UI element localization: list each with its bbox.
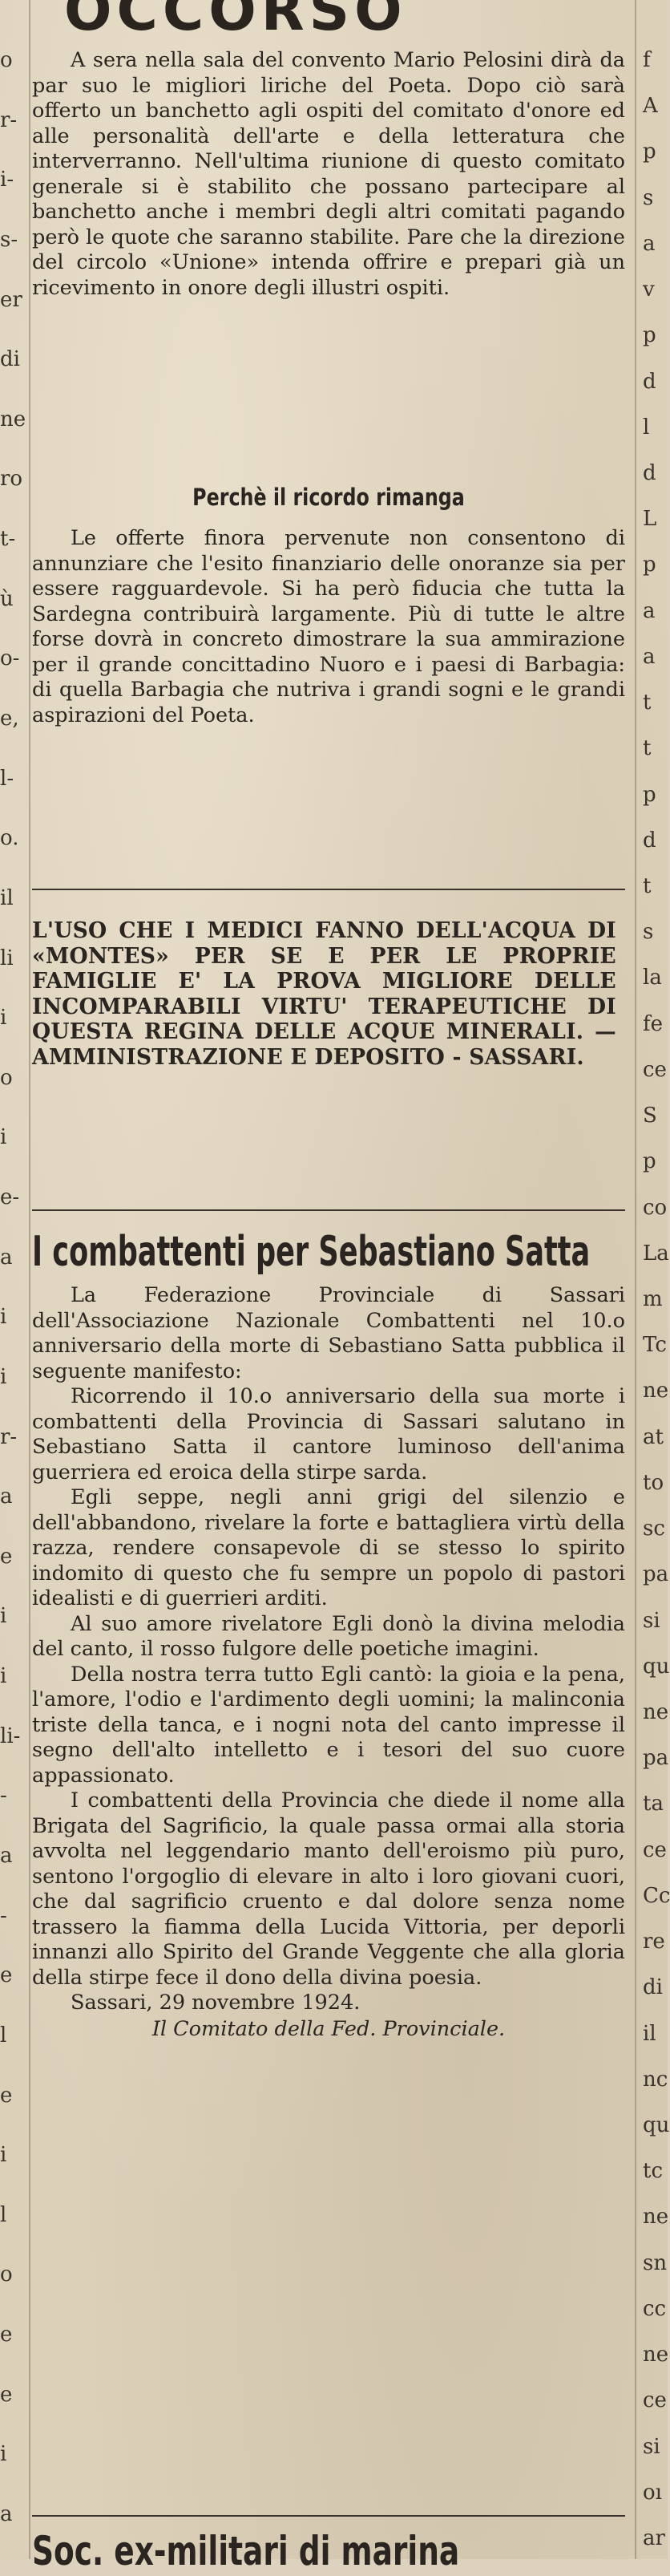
margin-fragment: ro bbox=[0, 467, 23, 491]
margin-fragment: o bbox=[0, 48, 13, 72]
left-column-fragments bbox=[0, 0, 27, 2559]
margin-fragment: il bbox=[643, 2022, 656, 2046]
margin-fragment: er bbox=[0, 288, 22, 312]
margin-fragment: ne bbox=[0, 407, 26, 431]
margin-fragment: v bbox=[643, 277, 655, 302]
margin-fragment: ne bbox=[643, 2205, 669, 2229]
margin-fragment: oı bbox=[643, 2481, 662, 2505]
margin-fragment: i bbox=[0, 1305, 7, 1329]
margin-fragment: sc bbox=[643, 1517, 665, 1541]
margin-fragment: ù bbox=[0, 587, 14, 611]
intro-paragraph: A sera nella sala del convento Mario Pelosini dirà da par suo le migliori liriche del Poeta. Dopo ciò sarà offerto un banchetto agli ospiti del comitato d'onore ed alle personalità dell'arte e della letteratura che interverranno. Nell'ultima riunione di questo comitato generale si è stabilito che possano partecipare al banchetto anche i membri degli altri comitati pagando però le quote che saranno stabilite. Pare che la direzione del circolo «Unione» intenda offrire e prepari già un ricevimento in onore degli illustri ospiti. bbox=[32, 48, 625, 300]
margin-fragment: li- bbox=[0, 1724, 21, 1748]
paragraph-6: I combattenti della Provincia che diede il nome alla Brigata del Sagrificio, la quale passa ormai alla storia avvolta nel leggendario manto dell'eroismo più puro, sentono l'orgoglio di elevare in alto i loro giovani cuori, che dal sagrificio cruento e dal dolore senza nome trassero la fiamma della Lucida Vittoria, per deporli innanzi allo Spirito del Grande Veggente che alla gloria della stirpe fece il dono della divina poesia. bbox=[32, 1788, 625, 1990]
margin-fragment: e bbox=[0, 1545, 13, 1569]
margin-fragment: Cc bbox=[643, 1884, 670, 1908]
margin-fragment: t- bbox=[0, 527, 16, 551]
dateline: Sassari, 29 novembre 1924. bbox=[71, 1991, 361, 2015]
margin-fragment: Tc bbox=[643, 1333, 667, 1357]
margin-fragment: ne bbox=[643, 2343, 669, 2367]
margin-fragment: ar bbox=[643, 2526, 665, 2550]
margin-fragment: i bbox=[0, 1604, 7, 1628]
margin-fragment: sn bbox=[643, 2251, 668, 2275]
margin-fragment: i bbox=[0, 2143, 7, 2167]
masthead-fragment bbox=[64, 0, 625, 10]
margin-fragment: a bbox=[643, 232, 656, 256]
margin-fragment: cc bbox=[643, 2297, 667, 2321]
margin-fragment: i bbox=[0, 1125, 7, 1149]
margin-fragment: s bbox=[643, 186, 654, 210]
margin-fragment: o. bbox=[0, 826, 19, 850]
margin-fragment: l bbox=[643, 415, 650, 439]
margin-fragment: ce bbox=[643, 1838, 667, 1862]
margin-fragment: A bbox=[643, 94, 658, 118]
margin-fragment: e bbox=[0, 2084, 13, 2108]
margin-fragment: a bbox=[643, 645, 656, 669]
margin-fragment: e bbox=[0, 2383, 13, 2407]
margin-fragment: o- bbox=[0, 646, 20, 670]
margin-fragment: d bbox=[643, 828, 656, 853]
margin-fragment: tc bbox=[643, 2159, 664, 2183]
margin-fragment: a bbox=[0, 1844, 13, 1868]
margin-fragment: s bbox=[643, 920, 654, 944]
margin-fragment: a bbox=[0, 1245, 13, 1270]
margin-fragment: pa bbox=[643, 1562, 669, 1586]
divider-rule-2 bbox=[32, 1209, 625, 1211]
margin-fragment: si bbox=[643, 1609, 660, 1633]
next-headline: Soc. ex-militari di marina bbox=[32, 2528, 460, 2574]
signature: Il Comitato della Fed. Provinciale. bbox=[151, 2016, 506, 2041]
montes-advertisement: L'USO CHE I MEDICI FANNO DELL'ACQUA DI «MONTES» PER SE E PER LE PROPRIE FAMIGLIE E' LA PROVA MIGLIORE DELLE INCOMPARABILI VIRTU' TERAPEUTICHE DI QUESTA REGINA DELLE ACQUE MINERALI. — AMMINISTRAZIONE E DEPOSITO - SASSARI. bbox=[32, 918, 616, 1070]
margin-fragment: p bbox=[643, 323, 656, 347]
right-column-divider bbox=[635, 0, 636, 2559]
margin-fragment: a bbox=[0, 2502, 13, 2526]
paragraph-4: Al suo amore rivelatore Egli donò la divina melodia del canto, il rosso fulgore delle poetiche imagini. bbox=[32, 1611, 625, 1661]
article-intro bbox=[32, 48, 625, 301]
margin-fragment: S bbox=[643, 1104, 657, 1128]
margin-fragment: o bbox=[0, 2262, 13, 2286]
article-ricordo bbox=[32, 526, 625, 728]
margin-fragment: re bbox=[643, 1930, 665, 1954]
margin-fragment: co bbox=[643, 1196, 668, 1220]
margin-fragment: ne bbox=[643, 1700, 669, 1724]
margin-fragment: nc bbox=[643, 2068, 668, 2092]
margin-fragment: l bbox=[0, 2203, 7, 2227]
margin-fragment: f bbox=[643, 48, 651, 72]
margin-fragment: at bbox=[643, 1425, 664, 1449]
headline-combattenti: I combattenti per Sebastiano Satta bbox=[32, 1228, 591, 1276]
margin-fragment: - bbox=[0, 1784, 7, 1808]
paragraph-5: Della nostra terra tutto Egli cantò: la gioia e la pena, l'amore, l'odio e l'ardimento degli uomini; la malinconia triste della tanca, e i nogni nota del canto impresse il segno dell'alto intelletto e i tesori del suo cuore appassionato. bbox=[32, 1662, 625, 1788]
margin-fragment: ce bbox=[643, 2388, 667, 2412]
margin-fragment: p bbox=[643, 783, 656, 807]
margin-fragment: e bbox=[0, 2323, 13, 2347]
margin-fragment: to bbox=[643, 1471, 664, 1495]
margin-fragment: p bbox=[643, 140, 656, 164]
margin-fragment: il bbox=[0, 886, 14, 910]
left-column-divider bbox=[29, 0, 30, 2559]
margin-fragment: la bbox=[643, 966, 662, 990]
margin-fragment: o bbox=[0, 1066, 13, 1090]
article-combattenti bbox=[32, 1283, 625, 2043]
margin-fragment: a bbox=[0, 1484, 13, 1509]
margin-fragment: La bbox=[643, 1241, 669, 1266]
margin-fragment: l bbox=[0, 2023, 7, 2047]
margin-fragment: t bbox=[643, 874, 652, 898]
margin-fragment: e bbox=[0, 1963, 13, 1987]
margin-fragment: l- bbox=[0, 767, 14, 791]
divider-rule-3 bbox=[32, 2515, 625, 2517]
margin-fragment: di bbox=[643, 1975, 663, 1999]
margin-fragment: di bbox=[0, 347, 20, 371]
subheading-ricordo: Perchè il ricordo rimanga bbox=[192, 484, 465, 511]
margin-fragment: qu bbox=[643, 1655, 670, 1679]
margin-fragment: e, bbox=[0, 707, 19, 731]
margin-fragment: si bbox=[643, 2435, 660, 2459]
margin-fragment: p bbox=[643, 1149, 656, 1173]
margin-fragment: e- bbox=[0, 1185, 20, 1209]
margin-fragment: pa bbox=[643, 1746, 669, 1770]
right-column-fragments bbox=[638, 0, 668, 2559]
margin-fragment: p bbox=[643, 553, 656, 577]
margin-fragment: t bbox=[643, 736, 652, 760]
margin-fragment: ta bbox=[643, 1792, 664, 1816]
margin-fragment: i bbox=[0, 1365, 7, 1389]
divider-rule-1 bbox=[32, 889, 625, 890]
margin-fragment: d bbox=[643, 461, 656, 485]
margin-fragment: a bbox=[643, 599, 656, 623]
paragraph-1: La Federazione Provinciale di Sassari dell'Associazione Nazionale Combattenti nel 10.o anniversario della morte di Sebastiano Satta pubblica il seguente manifesto: bbox=[32, 1283, 625, 1383]
margin-fragment: r- bbox=[0, 1425, 18, 1449]
margin-fragment: t bbox=[643, 691, 652, 715]
margin-fragment: li bbox=[0, 946, 14, 970]
margin-fragment: m bbox=[643, 1287, 663, 1311]
margin-fragment: r- bbox=[0, 108, 18, 132]
paragraph-3: Egli seppe, negli anni grigi del silenzio e dell'abbandono, rivelare la forte e battagliera virtù della razza, rendere consapevole di se stesso lo spirito indomito di questo che fu sempre un popolo di pastori idealisti e di guerrieri arditi. bbox=[32, 1485, 625, 1610]
margin-fragment: i bbox=[0, 2442, 7, 2466]
margin-fragment: ce bbox=[643, 1058, 667, 1082]
margin-fragment: fe bbox=[643, 1012, 664, 1036]
margin-fragment: i bbox=[0, 1006, 7, 1030]
margin-fragment: d bbox=[643, 370, 656, 394]
margin-fragment: qu bbox=[643, 2113, 670, 2137]
margin-fragment: i bbox=[0, 1664, 7, 1688]
paragraph-2: Ricorrendo il 10.o anniversario della sua morte i combattenti della Provincia di Sassari salutano in Sebastiano Satta il cantore luminoso dell'anima guerriera ed eroica della stirpe sarda. bbox=[32, 1384, 625, 1484]
margin-fragment: ne bbox=[643, 1379, 669, 1403]
margin-fragment: i- bbox=[0, 168, 14, 192]
margin-fragment: - bbox=[0, 1904, 7, 1928]
ricordo-paragraph: Le offerte finora pervenute non consentono di annunziare che l'esito finanziario delle onoranze sia per essere ragguardevole. Si ha però fiducia che tutta la Sardegna contribuirà largamente. Più di tutte le altre forse dovrà in concreto dimostrare la sua ammirazione per il grande concittadino Nuoro e i paesi di Barbagia: di quella Barbagia che nutriva i grandi sogni e le grandi aspirazioni del Poeta. bbox=[32, 526, 625, 727]
margin-fragment: s- bbox=[0, 228, 18, 252]
margin-fragment: L bbox=[643, 507, 657, 531]
